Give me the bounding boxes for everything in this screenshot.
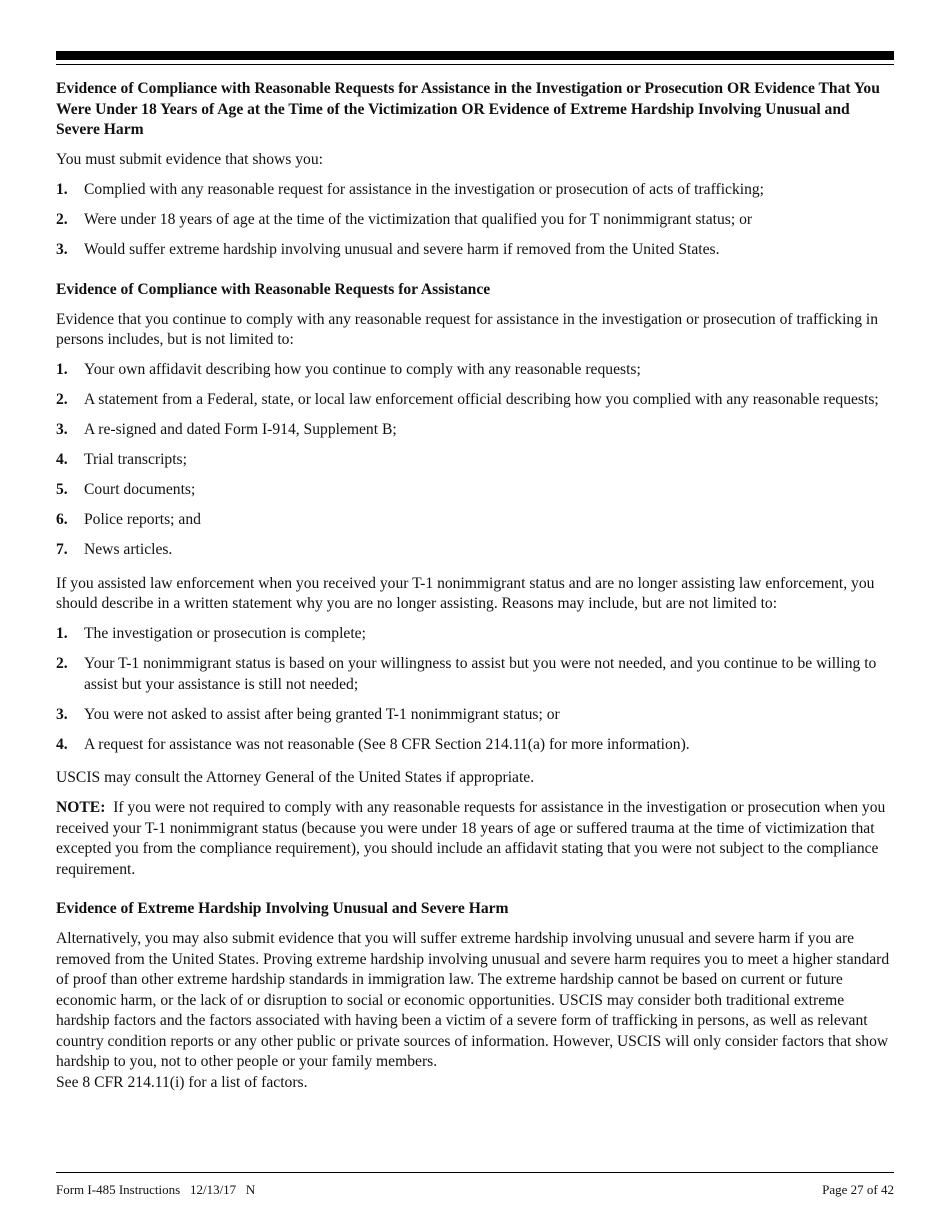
- list-item-number: 4.: [56, 735, 68, 753]
- list-item-text: Complied with any reasonable request for assistance in the investigation or prosecution of acts of trafficking;: [84, 181, 765, 198]
- reason-item: [56, 735, 894, 756]
- note-label: NOTE:: [56, 799, 106, 816]
- list-item-number: 2.: [56, 391, 68, 408]
- section-heading-compliance: Evidence of Compliance with Reasonable Requests for Assistance: [56, 280, 491, 298]
- footer-page-number: Page 27 of 42: [822, 1182, 894, 1197]
- list-item-number: 1.: [56, 181, 68, 198]
- evidence-item: [56, 510, 894, 531]
- list-item-number: 2.: [56, 211, 68, 228]
- requirement-item: [56, 240, 894, 261]
- list-item-text: A statement from a Federal, state, or local law enforcement official describing how you complied with any reasonable requests;: [84, 391, 879, 408]
- list-item-number: 1.: [56, 625, 68, 642]
- list-item-text: A re-signed and dated Form I-914, Supplement B;: [84, 421, 397, 438]
- list-item-number: 7.: [56, 541, 68, 558]
- header-rule-thick: [56, 51, 894, 60]
- note-text: If you were not required to comply with any reasonable requests for assistance in the investigation or prosecution when you received your T-1 nonimmigrant status (because you were under 18 years of age or suffered trauma at the time of victimization that excepted you from the compliance requirement), you should include an affidavit stating that you were not subject to the compliance requirement.: [56, 799, 890, 878]
- list-item-text: News articles.: [84, 541, 173, 558]
- reason-item: [56, 705, 894, 726]
- compliance-intro: Evidence that you continue to comply with any reasonable request for assistance in the investigation or prosecution of trafficking in persons includes, but is not limited to:: [56, 310, 879, 348]
- hardship-reference: See 8 CFR 214.11(i) for a list of factors.: [56, 1073, 308, 1091]
- section-heading-requirements: Evidence of Compliance with Reasonable Requests for Assistance in the Investigation or Prosecution OR Evidence That You Were Under 18 Years of Age at the Time of the Victimization OR Evidence of Extreme Hardship Involving Unusual and Severe Harm: [56, 80, 880, 138]
- hardship-paragraph: Alternatively, you may also submit evidence that you will suffer extreme hardship involving unusual and severe harm if you are removed from the United States. Proving extreme hardship involving unusual and severe harm requires you to meet a higher standard of proof than other extreme hardship standards in immigration law. The extreme hardship cannot be based on current or future economic harm, or the lack of or disruption to social or economic opportunities. USCIS may consider both traditional extreme hardship factors and the factors associated with having been a victim of a severe form of trafficking in persons, as well as relevant country condition reports or any other public or private sources of information. However, USCIS will only consider factors that show hardship to you, not to other people or your family members.: [56, 930, 890, 1070]
- list-item-number: 3.: [56, 705, 68, 723]
- page-content: [56, 79, 894, 1093]
- footer-rule: [56, 1172, 894, 1173]
- list-item-text: Police reports; and: [84, 511, 201, 528]
- requirements-intro: You must submit evidence that shows you:: [56, 151, 323, 168]
- list-item-number: 5.: [56, 481, 68, 498]
- footer-form-label: Form I-485 Instructions 12/13/17 N: [56, 1182, 256, 1197]
- reason-item: [56, 624, 894, 645]
- list-item-text: Were under 18 years of age at the time of the victimization that qualified you for T nonimmigrant status; or: [84, 211, 753, 228]
- evidence-item: [56, 360, 894, 381]
- list-item-text: Would suffer extreme hardship involving unusual and severe harm if removed from the United States.: [84, 241, 720, 258]
- reason-item: [56, 654, 894, 695]
- page-footer: [56, 1182, 894, 1198]
- list-item-number: 6.: [56, 511, 68, 528]
- evidence-item: [56, 390, 894, 411]
- requirement-item: [56, 210, 894, 231]
- list-item-number: 2.: [56, 655, 68, 672]
- note-paragraph: [56, 798, 894, 880]
- compliance-evidence-list: [56, 360, 894, 561]
- list-item-text: Court documents;: [84, 481, 196, 498]
- list-item-number: 1.: [56, 361, 68, 378]
- list-item-number: 4.: [56, 451, 68, 468]
- list-item-text: A request for assistance was not reasonable (See 8 CFR Section 214.11(a) for more information).: [84, 735, 690, 753]
- list-item-text: Your own affidavit describing how you continue to comply with any reasonable requests;: [84, 361, 641, 378]
- evidence-item: [56, 450, 894, 471]
- header-rule-thin: [56, 64, 894, 65]
- reasons-list: [56, 624, 894, 755]
- evidence-item: [56, 480, 894, 501]
- requirement-item: [56, 180, 894, 201]
- evidence-item: [56, 540, 894, 561]
- list-item-number: 3.: [56, 421, 68, 438]
- no-longer-assisting-paragraph: If you assisted law enforcement when you received your T-1 nonimmigrant status and are no longer assisting law enforcement, you should describe in a written statement why you are no longer assisting. Reasons may include, but are not limited to:: [56, 574, 875, 612]
- list-item-number: 3.: [56, 241, 68, 258]
- list-item-text: The investigation or prosecution is complete;: [84, 625, 366, 642]
- attorney-general-paragraph: USCIS may consult the Attorney General of the United States if appropriate.: [56, 769, 535, 786]
- list-item-text: You were not asked to assist after being granted T-1 nonimmigrant status; or: [84, 705, 560, 723]
- list-item-text: Your T-1 nonimmigrant status is based on your willingness to assist but you were not needed, and you continue to be willing to assist but your assistance is still not needed;: [84, 655, 877, 693]
- requirements-list: [56, 180, 894, 261]
- list-item-text: Trial transcripts;: [84, 451, 187, 468]
- section-heading-hardship: Evidence of Extreme Hardship Involving Unusual and Severe Harm: [56, 900, 509, 917]
- evidence-item: [56, 420, 894, 441]
